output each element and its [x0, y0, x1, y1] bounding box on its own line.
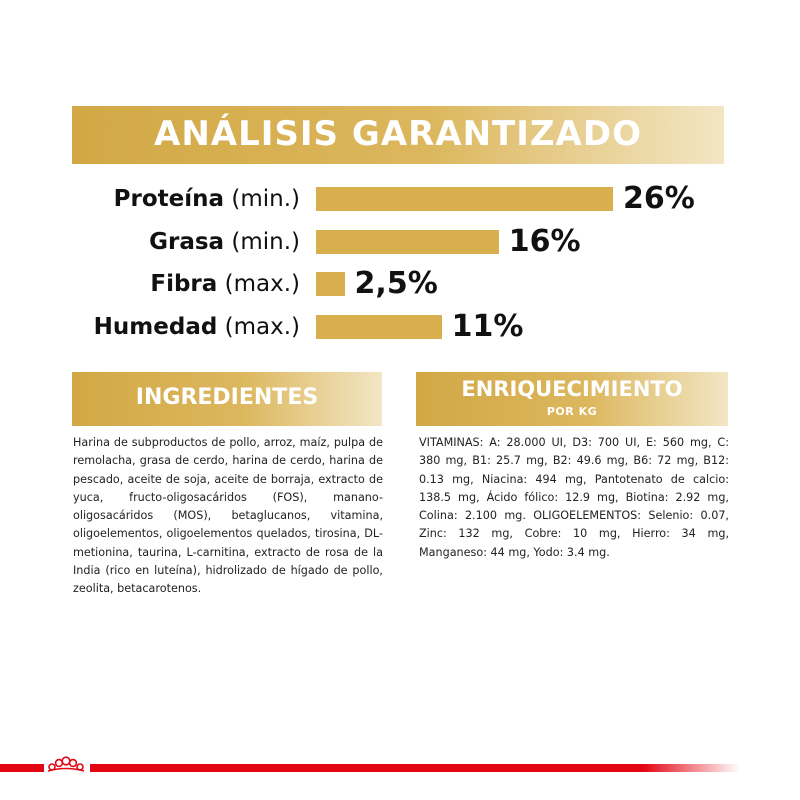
enrichment-text: VITAMINAS: A: 28.000 UI, D3: 700 UI, E: 560 mg, C: 380 mg, B1: 25.7 mg, B2: 49.6 mg, B6: 72 mg, B12: 0.13 mg, Niacina: 494 mg, Pantotenato de calcio: 138.5 mg, Ácido fólico: 12.9 mg, Biotina: 2.92 mg, Colina: 2.100 mg. OLIGOELEMENTOS: Selenio: 0.07, Zinc: 132 mg, Cobre: 10 mg, Hierro: 34 mg, Manganeso: 44 mg, Yodo: 3.4 mg. [419, 436, 729, 559]
ingredients-text: Harina de subproductos de pollo, arroz, maíz, pulpa de remolacha, grasa de cerdo, harina de cerdo, harina de pescado, aceite de soja, aceite de borraja, extracto de yuca, fructo-oligosacáridos (FOS), manano-oligosacáridos (MOS), betaglucanos, vitamina, oligoelementos, oligoelementos quelados, tirosina, DL-metionina, taurina, L-carnitina, extracto de rosa de la India (rico en luteína), hidrolizado de hígado de pollo, zeolita, betacarotenos. [73, 436, 383, 596]
value-label: 2,5% [354, 266, 438, 301]
category-label [150, 267, 300, 301]
bar-grasa [316, 230, 499, 254]
enrichment-subtitle: POR KG [546, 405, 598, 418]
footer-stripe [90, 764, 740, 772]
value-label: 26% [623, 181, 695, 216]
bar-fibra [316, 272, 345, 296]
value-label: 11% [451, 308, 524, 344]
value-label: 16% [508, 223, 581, 259]
enrichment-banner [416, 372, 728, 426]
category-name: Proteína [113, 186, 225, 212]
royal-canin-crown-icon [44, 752, 88, 776]
category-name: Grasa [149, 228, 225, 255]
category-name: Humedad [93, 313, 218, 340]
category-label [114, 182, 300, 216]
title-banner [72, 106, 724, 164]
category-qualifier: (max.) [217, 271, 300, 297]
bar-humedad [316, 315, 442, 339]
category-qualifier: (max.) [217, 313, 300, 340]
category-label [94, 310, 300, 344]
ingredients-title: INGREDIENTES [135, 385, 319, 410]
category-qualifier: (min.) [224, 186, 300, 212]
category-label [149, 225, 300, 259]
footer-stripe-left [0, 764, 44, 772]
chart-title: ANÁLISIS GARANTIZADO [154, 114, 642, 154]
category-name: Fibra [150, 271, 218, 297]
enrichment-title: ENRIQUECIMIENTO [461, 377, 683, 401]
category-qualifier: (min.) [224, 228, 300, 255]
ingredients-banner [72, 372, 382, 426]
bar-proteína [316, 187, 613, 211]
